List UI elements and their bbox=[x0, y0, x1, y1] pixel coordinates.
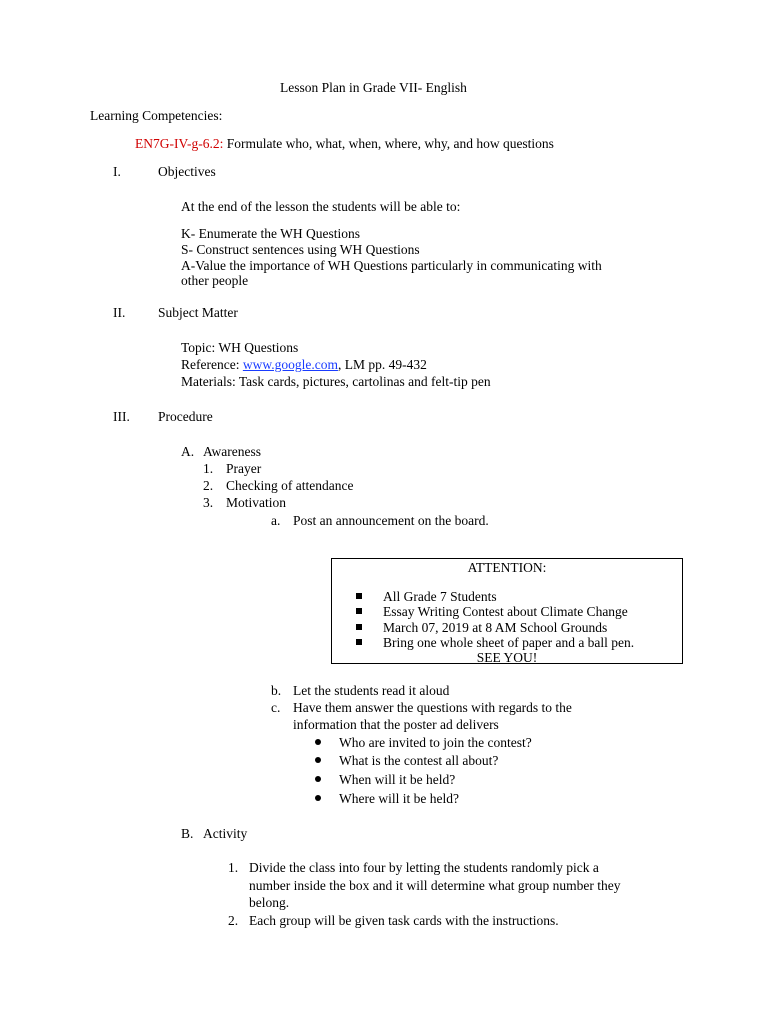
activity-item-num: 1. bbox=[228, 860, 239, 875]
sub-b-letter: b. bbox=[271, 683, 282, 698]
activity-item1-line2: number inside the box and it will determine what group number they bbox=[249, 878, 621, 893]
question-item: When will it be held? bbox=[339, 772, 456, 787]
competency-code: EN7G-IV-g-6.2: bbox=[135, 136, 224, 151]
awareness-item-num: 3. bbox=[203, 495, 214, 510]
question-item: Where will it be held? bbox=[339, 791, 459, 806]
objective-k: K- Enumerate the WH Questions bbox=[181, 226, 360, 241]
procedure-numeral: III. bbox=[113, 409, 130, 424]
procedure-heading: Procedure bbox=[158, 409, 213, 424]
awareness-item-num: 1. bbox=[203, 461, 214, 476]
subject-topic: Topic: WH Questions bbox=[181, 340, 299, 355]
awareness-heading: Awareness bbox=[203, 444, 261, 459]
square-bullet-icon bbox=[356, 593, 362, 599]
bullet-icon bbox=[315, 776, 321, 782]
objectives-heading: Objectives bbox=[158, 164, 216, 179]
question-item: Who are invited to join the contest? bbox=[339, 735, 532, 750]
activity-item-num: 2. bbox=[228, 913, 239, 928]
objectives-numeral: I. bbox=[113, 164, 121, 179]
activity-item1-line1: Divide the class into four by letting the students randomly pick a bbox=[249, 860, 599, 875]
sub-c-line2: information that the poster ad delivers bbox=[293, 717, 499, 732]
subject-reference bbox=[181, 356, 427, 373]
square-bullet-icon bbox=[356, 624, 362, 630]
subject-heading: Subject Matter bbox=[158, 305, 238, 320]
square-bullet-icon bbox=[356, 639, 362, 645]
activity-heading: Activity bbox=[203, 826, 248, 841]
announcement-title: ATTENTION: bbox=[467, 560, 547, 575]
reference-rest: , LM pp. 49-432 bbox=[337, 357, 427, 372]
sub-a-letter: a. bbox=[271, 513, 281, 528]
square-bullet-icon bbox=[356, 608, 362, 614]
activity-letter: B. bbox=[181, 826, 194, 841]
awareness-item-text: Motivation bbox=[226, 495, 286, 510]
awareness-letter: A. bbox=[181, 444, 195, 459]
subject-numeral: II. bbox=[113, 305, 126, 320]
awareness-item-text: Checking of attendance bbox=[226, 478, 354, 493]
objective-s: S- Construct sentences using WH Questions bbox=[181, 242, 420, 257]
objectives-intro: At the end of the lesson the students will be able to: bbox=[181, 199, 461, 214]
page-title: Lesson Plan in Grade VII- English bbox=[280, 80, 467, 95]
reference-label: Reference: bbox=[181, 357, 243, 372]
activity-item1-line3: belong. bbox=[249, 895, 290, 910]
reference-link[interactable]: www.google.com bbox=[242, 357, 338, 372]
awareness-item-num: 2. bbox=[203, 478, 214, 493]
activity-item2-text: Each group will be given task cards with the instructions. bbox=[249, 913, 559, 928]
objective-a-line1: A-Value the importance of WH Questions particularly in communicating with bbox=[181, 258, 602, 273]
bullet-icon bbox=[315, 795, 321, 801]
announcement-footer: SEE YOU! bbox=[476, 650, 538, 665]
sub-c-line1: Have them answer the questions with regards to the bbox=[293, 700, 572, 715]
bullet-icon bbox=[315, 739, 321, 745]
sub-a-text: Post an announcement on the board. bbox=[293, 513, 489, 528]
sub-c-letter: c. bbox=[271, 700, 281, 715]
subject-materials: Materials: Task cards, pictures, cartolinas and felt-tip pen bbox=[181, 374, 491, 389]
bullet-icon bbox=[315, 757, 321, 763]
question-item: What is the contest all about? bbox=[339, 753, 499, 768]
awareness-item-text: Prayer bbox=[226, 461, 262, 476]
announcement-box: ATTENTION: All Grade 7 Students Essay Writing Contest about Climate Change March 07, 2019 at 8 AM School Grounds Bring one whole sheet of paper and a ball pen. SEE YOU! bbox=[331, 558, 683, 664]
objective-a-line2: other people bbox=[181, 273, 249, 288]
sub-b-text: Let the students read it aloud bbox=[293, 683, 450, 698]
competency-text: Formulate who, what, when, where, why, and how questions bbox=[223, 136, 554, 151]
competencies-heading: Learning Competencies: bbox=[90, 108, 223, 123]
competency-line bbox=[135, 135, 554, 152]
